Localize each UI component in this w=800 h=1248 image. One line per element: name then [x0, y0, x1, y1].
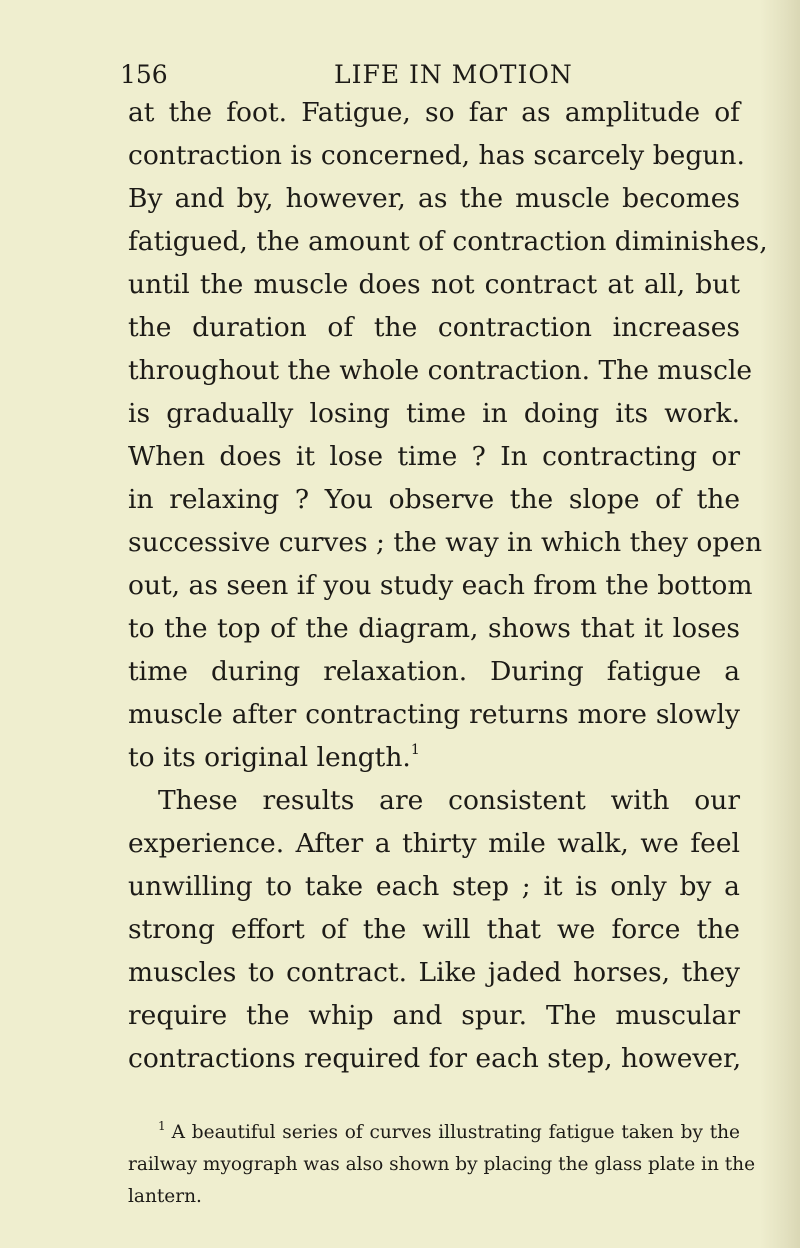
text-line: at the foot. Fatigue, so far as amplitude of: [128, 97, 740, 128]
text-line: in relaxing ? You observe the slope of the: [128, 484, 740, 515]
text-line: until the muscle does not contract at all, but: [128, 269, 740, 300]
text-line-with-footnote-ref: [128, 736, 740, 779]
text-line: experience. After a thirty mile walk, we feel: [128, 828, 740, 859]
text-line: to its original length.: [128, 742, 411, 773]
footnote: [128, 1117, 756, 1213]
footnote-line: lantern.: [128, 1186, 202, 1207]
paragraph-start-line: These results are consistent with our: [158, 785, 740, 816]
text-line: unwilling to take each step ; it is only by a: [128, 871, 740, 902]
text-line: When does it lose time ? In contracting or: [128, 441, 740, 472]
running-title: LIFE IN MOTION: [334, 60, 573, 89]
footnote-line: [128, 1117, 740, 1149]
footnote-marker: 1: [158, 1119, 166, 1133]
text-line: muscles to contract. Like jaded horses, they: [128, 957, 740, 988]
text-line: strong effort of the will that we force the: [128, 914, 740, 945]
text-line: require the whip and spur. The muscular: [128, 1000, 740, 1031]
text-line: throughout the whole contraction. The muscle: [128, 355, 753, 386]
footnote-reference: 1: [410, 742, 420, 758]
text-line: By and by, however, as the muscle becomes: [128, 183, 740, 214]
text-line: successive curves ; the way in which they open: [128, 527, 763, 558]
page-number: 156: [120, 60, 168, 89]
text-line: fatigued, the amount of contraction diminishes,: [128, 226, 768, 257]
footnote-line: railway myograph was also shown by placing the glass plate in the: [128, 1154, 756, 1175]
text-line: time during relaxation. During fatigue a: [128, 656, 740, 687]
text-line: out, as seen if you study each from the bottom: [128, 570, 753, 601]
footnote-text: A beautiful series of curves illustrating fatigue taken by the: [171, 1122, 740, 1143]
text-line: the duration of the contraction increases: [128, 312, 740, 343]
text-line: muscle after contracting returns more slowly: [128, 699, 740, 730]
text-line: contraction is concerned, has scarcely begun.: [128, 140, 745, 171]
body-text: [128, 91, 768, 1080]
text-line: contractions required for each step, however,: [128, 1043, 742, 1074]
text-line: to the top of the diagram, shows that it loses: [128, 613, 740, 644]
running-head: [120, 58, 740, 92]
text-line: is gradually losing time in doing its work.: [128, 398, 740, 429]
